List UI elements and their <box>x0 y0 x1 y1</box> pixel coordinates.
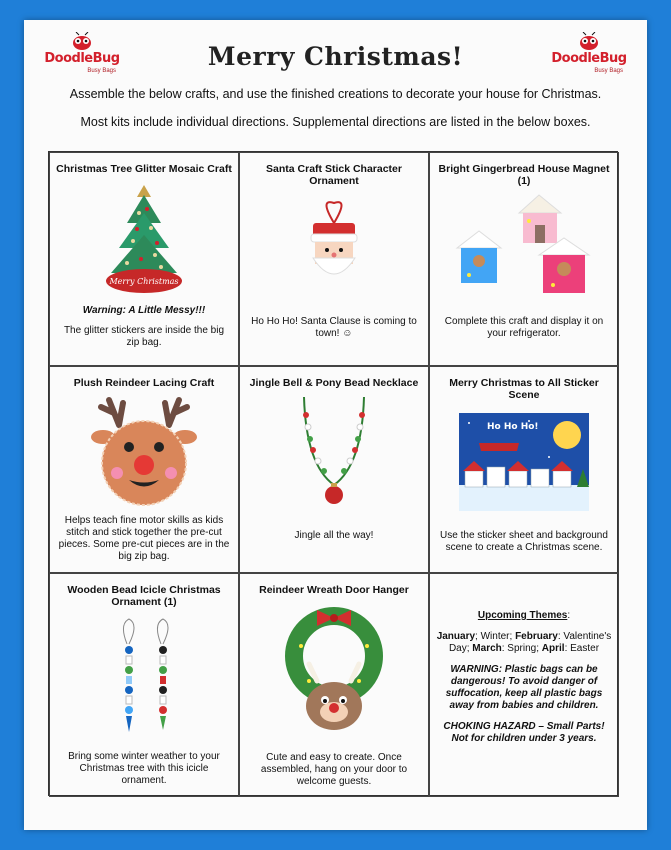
themes-schedule <box>436 631 612 655</box>
plastic-bag-warning: WARNING: Plastic bags can be dangerous! To avoid danger of suffocation, keep all plastic bags away from babies and children. <box>445 664 603 711</box>
craft-cell-christmas-tree <box>49 152 239 366</box>
craft-description: Complete this craft and display it on your refrigerator. <box>444 316 604 339</box>
themes-heading: Upcoming Themes <box>477 610 568 621</box>
craft-description: Ho Ho Ho! Santa Clause is coming to town! ☺ <box>251 316 417 339</box>
craft-title: Reindeer Wreath Door Hanger <box>259 584 409 596</box>
christmas-tree-image <box>99 183 189 298</box>
craft-description: Use the sticker sheet and background scene to create a Christmas scene. <box>440 530 608 553</box>
choking-hazard-warning: CHOKING HAZARD – Small Parts! Not for children under 3 years. <box>443 721 605 744</box>
upcoming-themes-cell <box>429 573 619 797</box>
bead-necklace-image <box>294 395 374 515</box>
themes-heading-colon: : <box>567 610 571 621</box>
craft-cell-gingerbread-magnet <box>429 152 619 366</box>
warning-text: Warning: A Little Messy!!! <box>82 305 206 316</box>
page-title: Merry Christmas! <box>207 42 464 71</box>
craft-cell-reindeer-lacing <box>49 366 239 573</box>
crafts-grid <box>48 151 618 796</box>
craft-title: Merry Christmas to All Sticker Scene <box>449 377 599 401</box>
craft-title: Bright Gingerbread House Magnet (1) <box>438 163 610 187</box>
worksheet-page <box>24 20 647 830</box>
month-february: February <box>515 631 558 642</box>
craft-description: Bring some winter weather to your Christmas tree with this icicle ornament. <box>68 751 220 786</box>
themes-heading-line <box>436 610 612 622</box>
themes-info <box>436 610 612 754</box>
theme-april: : Easter <box>564 643 600 654</box>
sticker-scene-image <box>459 413 589 511</box>
month-january: January <box>436 631 476 642</box>
theme-march: : Spring; <box>501 643 542 654</box>
craft-title: Jingle Bell & Pony Bead Necklace <box>249 377 419 389</box>
craft-description: The glitter stickers are inside the big zip bag. <box>63 325 225 348</box>
month-april: April <box>541 643 565 654</box>
theme-january: ; Winter; <box>475 631 516 642</box>
month-march: March <box>472 643 502 654</box>
craft-cell-sticker-scene <box>429 366 619 573</box>
brand-subtitle: Busy Bags <box>594 68 623 74</box>
craft-description: Jingle all the way! <box>294 530 374 541</box>
craft-cell-reindeer-wreath <box>239 573 429 797</box>
brand-name: DoodleBug <box>551 51 627 66</box>
theme-february: : Valentine's Day; <box>448 631 612 654</box>
craft-description: Helps teach fine motor skills as kids stitch and stick together the pre-cut pieces. Some pre-cut pieces are in the big zip bag. <box>58 515 230 562</box>
scene-text: Ho Ho Ho! <box>487 422 539 432</box>
craft-cell-icicle-ornament <box>49 573 239 797</box>
craft-title: Santa Craft Stick Character Ornament <box>266 163 402 187</box>
craft-title: Christmas Tree Glitter Mosaic Craft <box>56 163 232 175</box>
icicle-ornament-image <box>99 614 189 739</box>
intro-line-2: Most kits include individual directions. Supplemental directions are listed in the below boxes. <box>80 115 591 129</box>
gingerbread-houses-image <box>449 193 599 303</box>
craft-description: Cute and easy to create. Once assembled, hang on your door to welcome guests. <box>260 752 408 787</box>
craft-cell-bead-necklace <box>239 366 429 573</box>
brand-name: DoodleBug <box>44 51 120 66</box>
santa-ornament-image <box>299 198 369 293</box>
craft-title: Wooden Bead Icicle Christmas Ornament (1) <box>67 584 221 608</box>
intro-line-1: Assemble the below crafts, and use the finished creations to decorate your house for Christmas. <box>69 87 602 101</box>
tree-banner-text: Merry Christmas <box>109 277 179 286</box>
brand-subtitle: Busy Bags <box>87 68 116 74</box>
craft-cell-santa-ornament <box>239 152 429 366</box>
reindeer-wreath-image <box>279 606 389 736</box>
craft-title: Plush Reindeer Lacing Craft <box>73 377 215 389</box>
plush-reindeer-image <box>89 395 199 510</box>
